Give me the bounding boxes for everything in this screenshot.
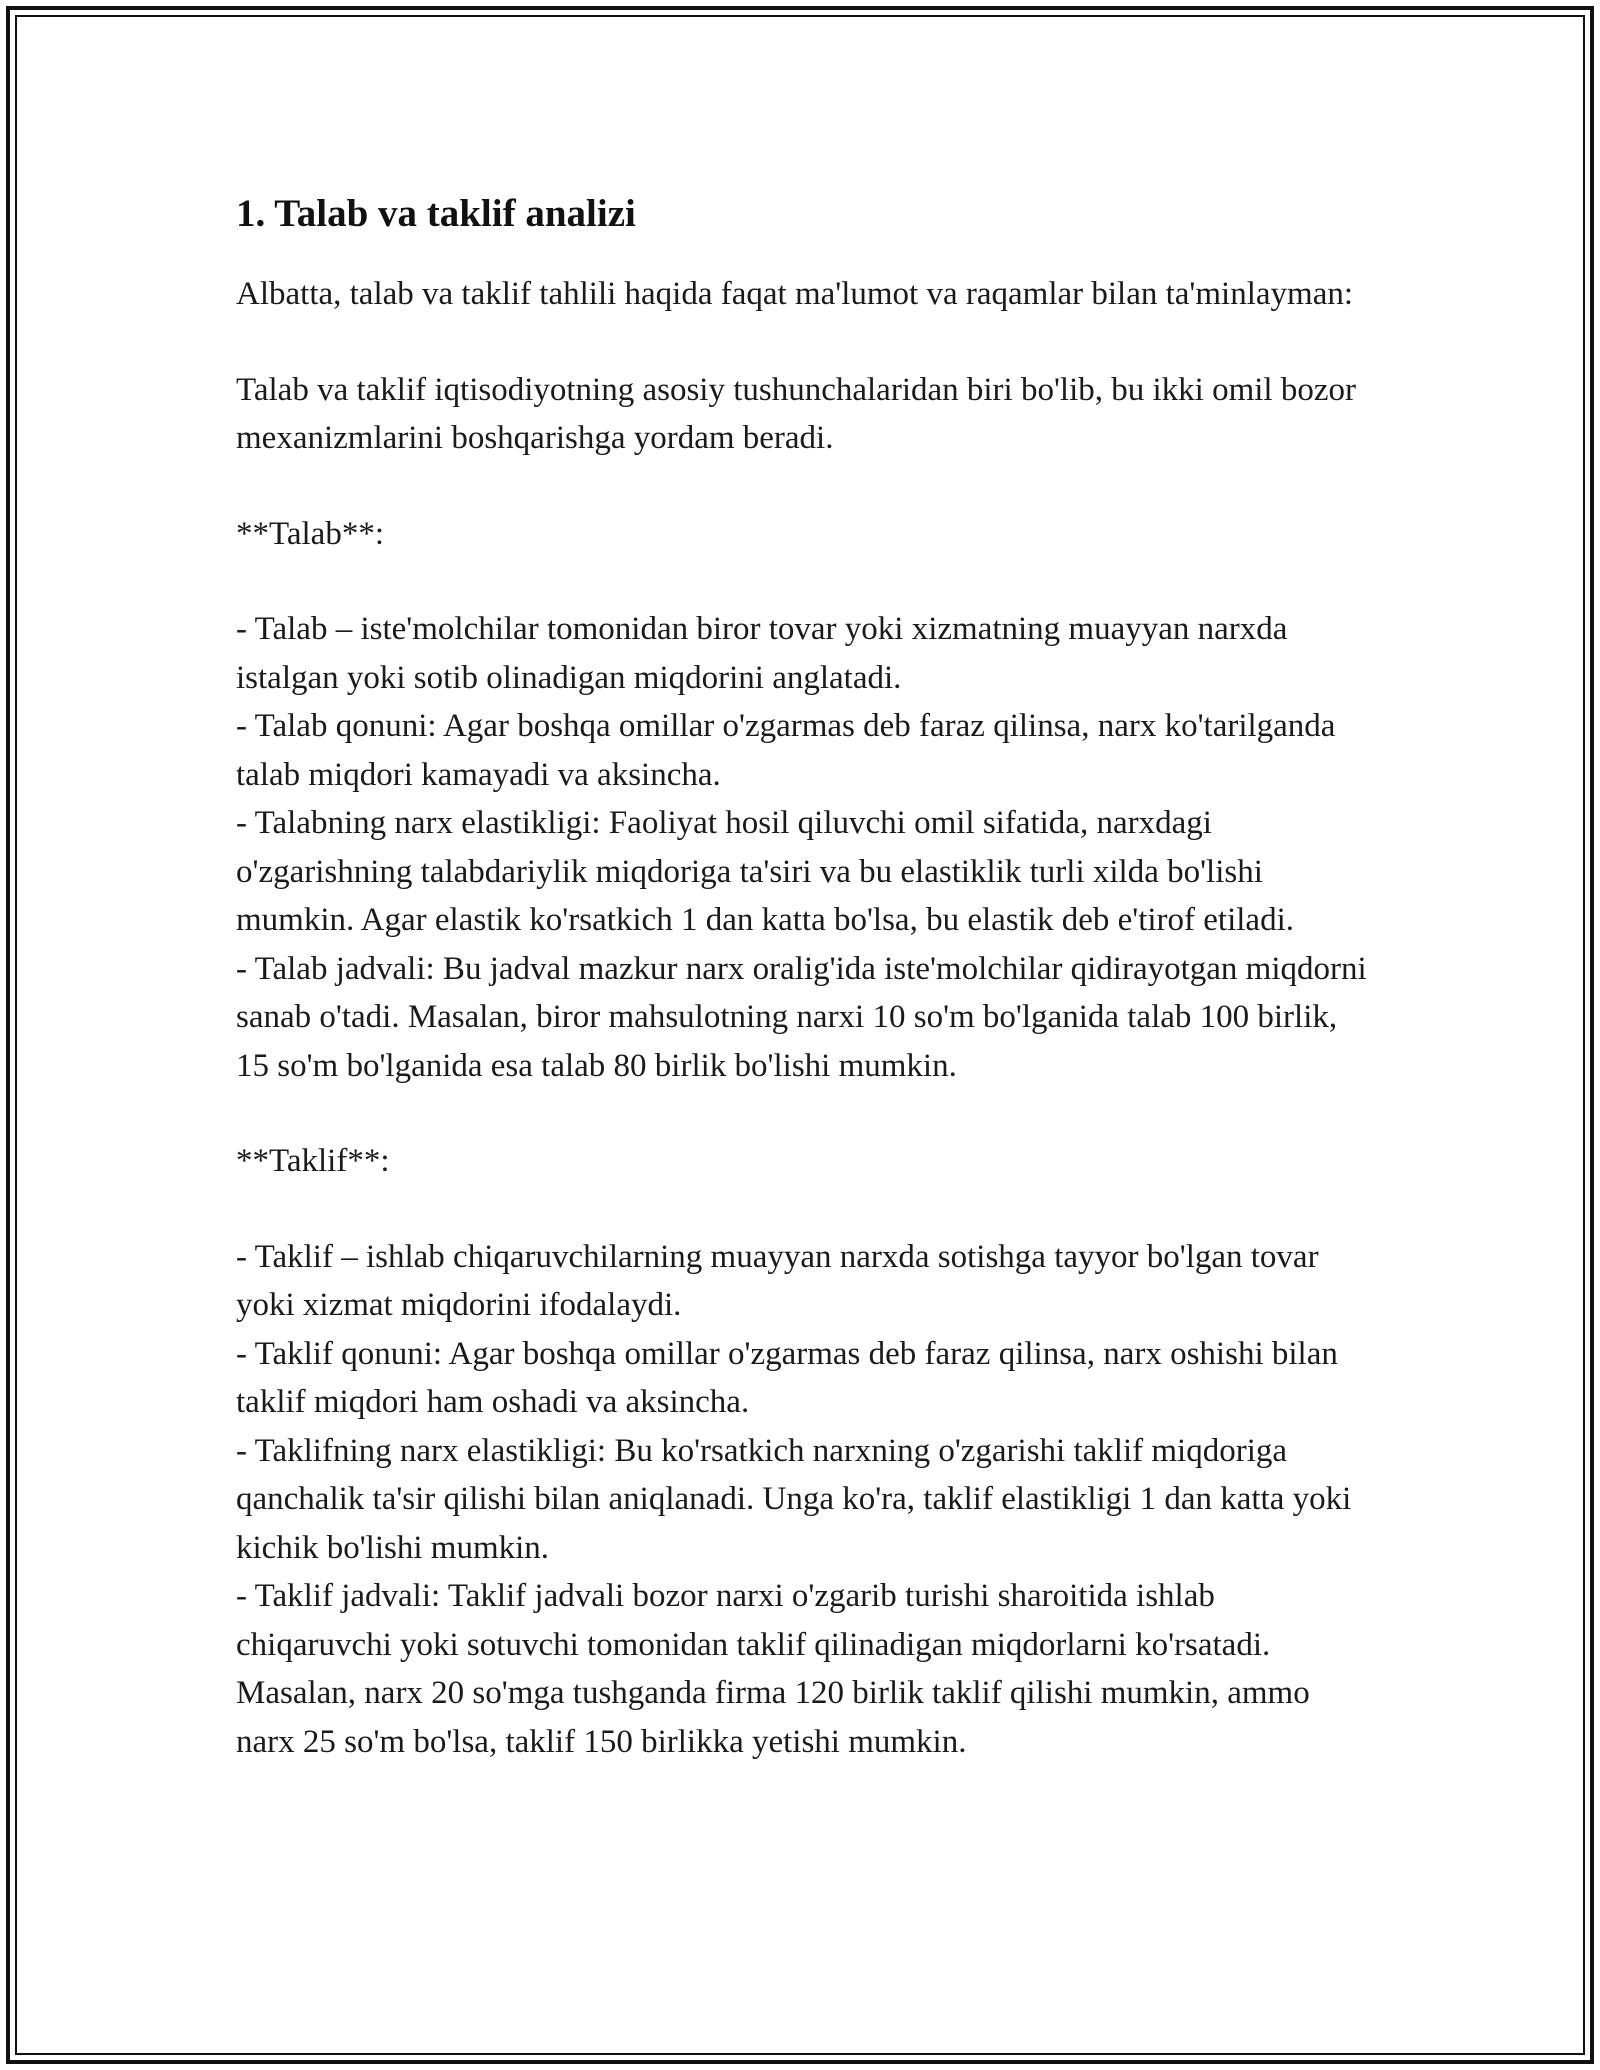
list-item: - Taklif – ishlab chiqaruvchilarning muayyan narxda sotishga tayyor bo'lgan tovar yoki xizmat miqdorini ifodalaydi.	[236, 1238, 1319, 1323]
list-item: - Talab jadvali: Bu jadval mazkur narx oralig'ida iste'molchilar qidirayotgan miqdorni sanab o'tadi. Masalan, biror mahsulotning narxi 10 so'm bo'lganida talab 100 birlik, 15 so'm bo'lganida esa talab 80 birlik bo'lishi mumkin.	[236, 950, 1367, 1084]
demand-heading: **Talab**:	[236, 515, 384, 552]
demand-list	[236, 605, 1376, 1090]
overview-paragraph: Talab va taklif iqtisodiyotning asosiy tushunchalaridan biri bo'lib, bu ikki omil bozor mexanizmlarini boshqarishga yordam beradi.	[236, 371, 1356, 456]
supply-list	[236, 1233, 1376, 1767]
intro-paragraph: Albatta, talab va taklif tahlili haqida faqat ma'lumot va raqamlar bilan ta'minlayman:	[236, 276, 1354, 312]
list-item: - Talabning narx elastikligi: Faoliyat hosil qiluvchi omil sifatida, narxdagi o'zgarishning talabdariylik miqdoriga ta'siri va bu elastiklik turli xilda bo'lishi mumkin. Agar elastik ko'rsatkich 1 dan katta bo'lsa, bu elastik deb e'tirof etiladi.	[236, 805, 1294, 938]
list-item: - Talab qonuni: Agar boshqa omillar o'zgarmas deb faraz qilinsa, narx ko'tarilganda talab miqdori kamayadi va aksincha.	[236, 708, 1336, 793]
list-item: - Taklifning narx elastikligi: Bu ko'rsatkich narxning o'zgarishi taklif miqdoriga qanchalik ta'sir qilishi bilan aniqlanadi. Unga ko'ra, taklif elastikligi 1 dan katta yoki kichik bo'lishi mumkin.	[236, 1432, 1352, 1566]
supply-heading: **Taklif**:	[236, 1143, 390, 1179]
list-item: - Taklif jadvali: Taklif jadvali bozor narxi o'zgarib turishi sharoitida ishlab chiqaruvchi yoki sotuvchi tomonidan taklif qilinadigan miqdorlarni ko'rsatadi. Masalan, narx 20 so'mga tushganda firma 120 birlik taklif qilishi mumkin, ammo narx 25 so'm bo'lsa, taklif 150 birlikka yetishi mumkin.	[236, 1578, 1310, 1760]
page-title: 1. Talab va taklif analizi	[236, 192, 636, 235]
document-body	[236, 184, 1376, 1766]
list-item: - Talab – iste'molchilar tomonidan biror tovar yoki xizmatning muayyan narxda istalgan yoki sotib olinadigan miqdorini anglatadi.	[236, 611, 1288, 696]
list-item: - Taklif qonuni: Agar boshqa omillar o'zgarmas deb faraz qilinsa, narx oshishi bilan taklif miqdori ham oshadi va aksincha.	[236, 1335, 1338, 1420]
